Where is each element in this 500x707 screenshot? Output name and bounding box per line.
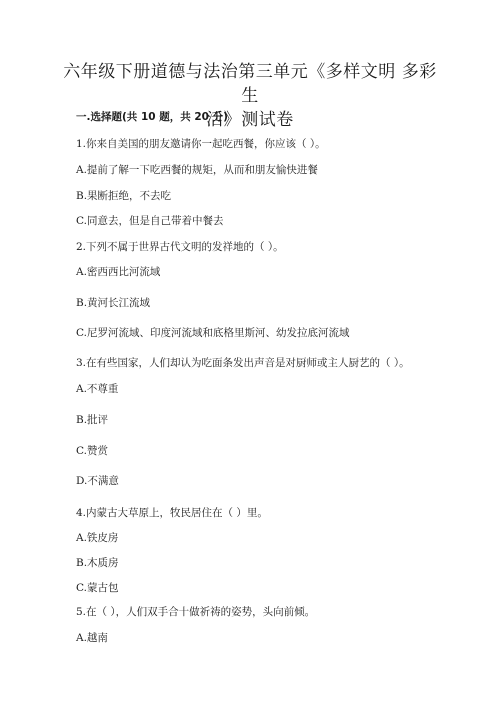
- question-3-option-a: A.不尊重: [76, 383, 119, 395]
- title-line-2: 活》测试卷: [206, 110, 294, 130]
- question-3-option-d: D.不满意: [76, 475, 119, 487]
- question-1-option-a: A.提前了解一下吃西餐的规矩，从而和朋友愉快进餐: [76, 164, 318, 176]
- question-1-option-c: C.同意去，但是自己带着中餐去: [76, 215, 224, 227]
- question-2-option-b: B.黄河长江流域: [76, 297, 151, 309]
- question-1-stem: 1.你来自美国的朋友邀请你一起吃西餐，你应该（ ）。: [76, 138, 326, 150]
- question-3-stem: 3.在有些国家，人们却认为吃面条发出声音是对厨师或主人厨艺的（ ）。: [76, 357, 410, 369]
- question-5-stem: 5.在（ ），人们双手合十做祈祷的姿势，头向前倾。: [76, 606, 316, 618]
- question-3-option-b: B.批评: [76, 414, 109, 426]
- question-4-option-c: C.蒙古包: [76, 582, 119, 594]
- question-2-option-a: A.密西西比河流域: [76, 266, 161, 278]
- question-2-stem: 2.下列不属于世界古代文明的发祥地的（ ）。: [76, 241, 284, 253]
- question-5-option-a: A.越南: [76, 632, 108, 644]
- question-4-option-b: B.木质房: [76, 557, 119, 569]
- question-4-option-a: A.铁皮房: [76, 532, 119, 544]
- question-4-stem: 4.内蒙古大草原上，牧民居住在（ ）里。: [76, 507, 268, 519]
- question-2-option-c: C.尼罗河流域、印度河流域和底格里斯河、幼发拉底河流域: [76, 327, 350, 339]
- section-heading: 一.选择题(共 10 题，共 20 分): [76, 111, 228, 123]
- title-line-1: 六年级下册道德与法治第三单元《多样文明 多彩生: [63, 62, 437, 106]
- question-1-option-b: B.果断拒绝，不去吃: [76, 190, 172, 202]
- question-3-option-c: C.赞赏: [76, 445, 108, 457]
